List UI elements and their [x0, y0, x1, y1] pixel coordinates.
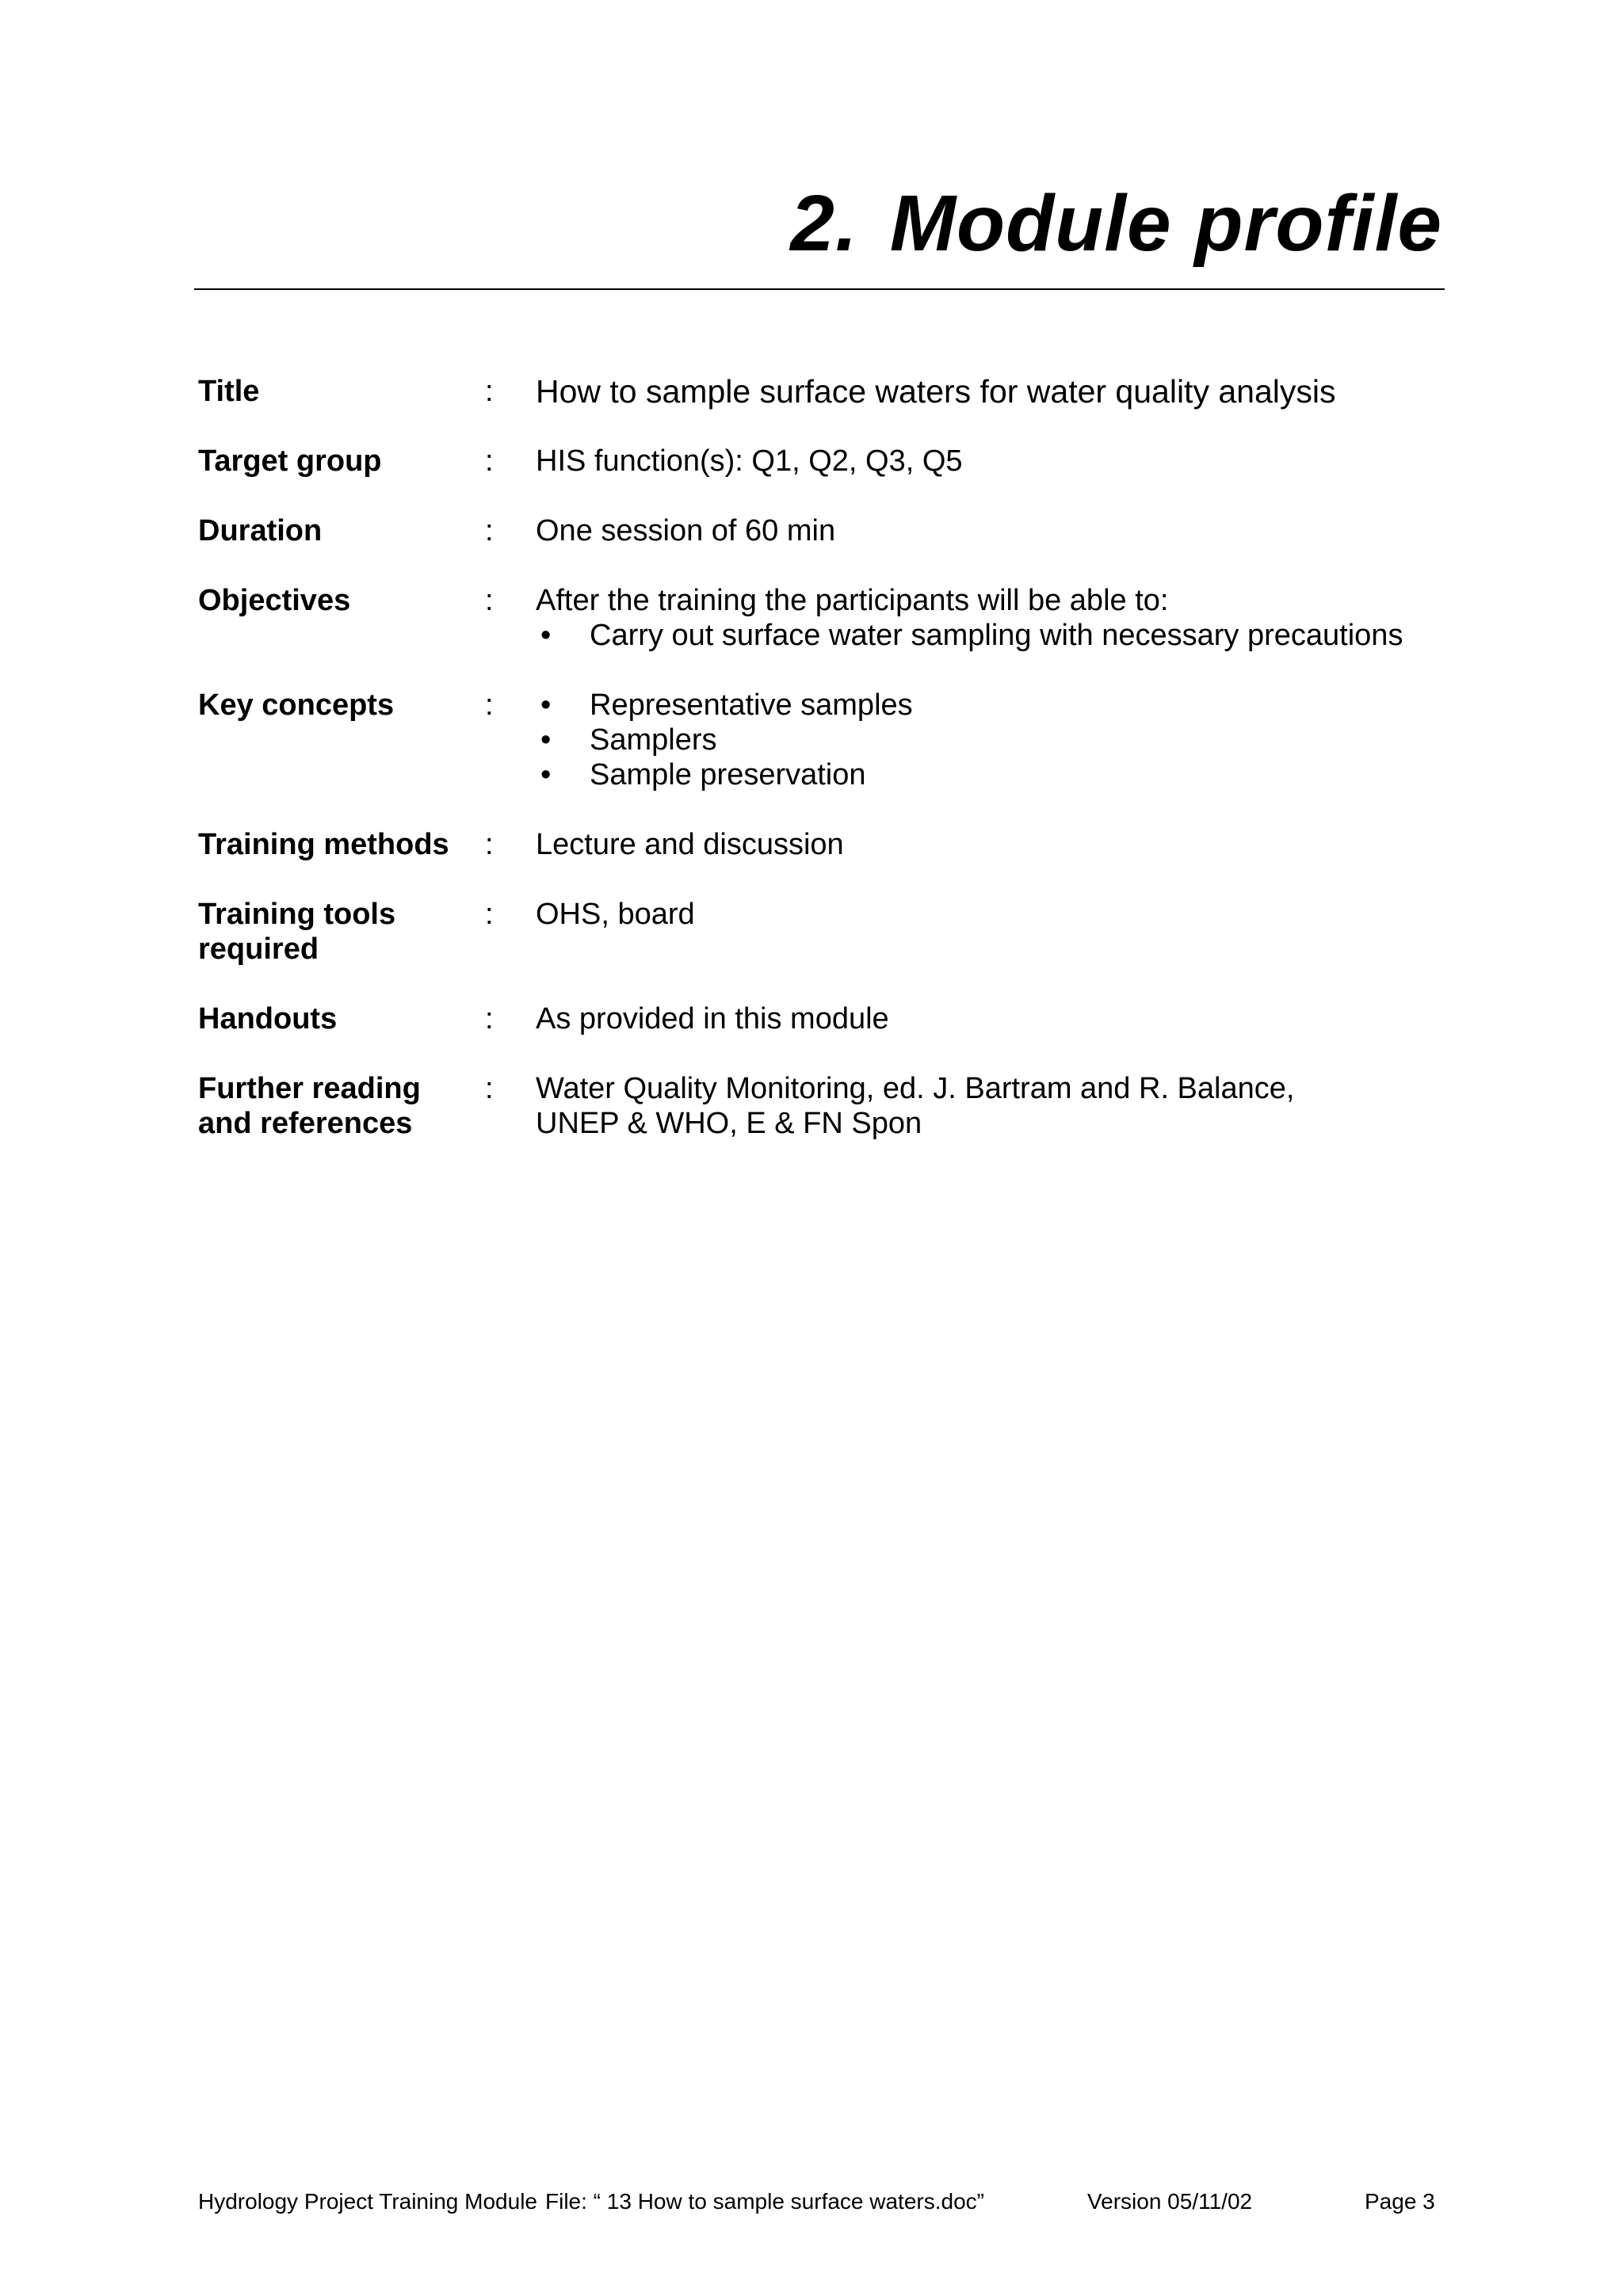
row-further-reading — [198, 1071, 1450, 1141]
footer-module: Hydrology Project Training Module — [198, 2189, 537, 2214]
row-duration — [198, 513, 1450, 548]
row-value-block — [536, 688, 1450, 792]
row-title — [198, 374, 1450, 409]
bullet-list — [536, 688, 1450, 792]
bullet-item: • Sample preservation — [536, 757, 1450, 792]
bullet-item: • Representative samples — [536, 688, 1450, 723]
row-value-block — [536, 583, 1450, 653]
footer-file: File: “ 13 How to sample surface waters.doc” — [545, 2189, 984, 2214]
reference-line: Water Quality Monitoring, ed. J. Bartram and R. Balance, — [536, 1072, 1295, 1105]
row-label: Further reading and references — [198, 1072, 421, 1140]
footer-page-number: Page 3 — [1365, 2189, 1435, 2214]
heading-number: 2. — [790, 179, 858, 268]
row-objectives — [198, 583, 1450, 653]
row-training-tools — [198, 897, 1450, 967]
bullet-item: • Carry out surface water sampling with necessary precautions — [536, 618, 1450, 653]
row-label: Handouts — [198, 1002, 338, 1035]
heading-rule — [194, 288, 1445, 290]
row-label: Objectives — [198, 584, 351, 617]
row-colon: : — [485, 514, 494, 547]
row-value: After the training the participants will be able to: — [536, 584, 1169, 617]
bullet-item: • Samplers — [536, 723, 1450, 757]
row-colon: : — [485, 375, 494, 408]
row-value: HIS function(s): Q1, Q2, Q3, Q5 — [536, 444, 963, 478]
row-value: OHS, board — [536, 898, 695, 931]
heading-title: Module profile — [889, 179, 1442, 268]
row-target-group — [198, 444, 1450, 479]
row-value-block — [536, 1071, 1450, 1141]
row-colon: : — [485, 898, 494, 931]
row-label: Training methods — [198, 828, 449, 861]
module-profile-table — [198, 374, 1450, 1176]
row-label: Title — [198, 375, 260, 408]
row-value: As provided in this module — [536, 1002, 889, 1035]
row-value: Lecture and discussion — [536, 828, 844, 861]
page-heading — [790, 179, 1442, 268]
row-colon: : — [485, 688, 494, 722]
row-handouts — [198, 1001, 1450, 1036]
row-training-methods — [198, 827, 1450, 862]
row-colon: : — [485, 1072, 494, 1105]
row-colon: : — [485, 444, 494, 478]
row-colon: : — [485, 1002, 494, 1035]
row-value: One session of 60 min — [536, 514, 836, 547]
row-value: How to sample surface waters for water quality analysis — [536, 373, 1336, 410]
bullet-list — [536, 618, 1450, 653]
row-label: Training tools required — [198, 898, 396, 966]
row-colon: : — [485, 584, 494, 617]
footer-version: Version 05/11/02 — [1087, 2189, 1253, 2214]
reference-line: UNEP & WHO, E & FN Spon — [536, 1107, 922, 1140]
row-label: Key concepts — [198, 688, 395, 722]
row-key-concepts — [198, 688, 1450, 792]
row-label: Target group — [198, 444, 382, 478]
row-label: Duration — [198, 514, 323, 547]
row-colon: : — [485, 828, 494, 861]
